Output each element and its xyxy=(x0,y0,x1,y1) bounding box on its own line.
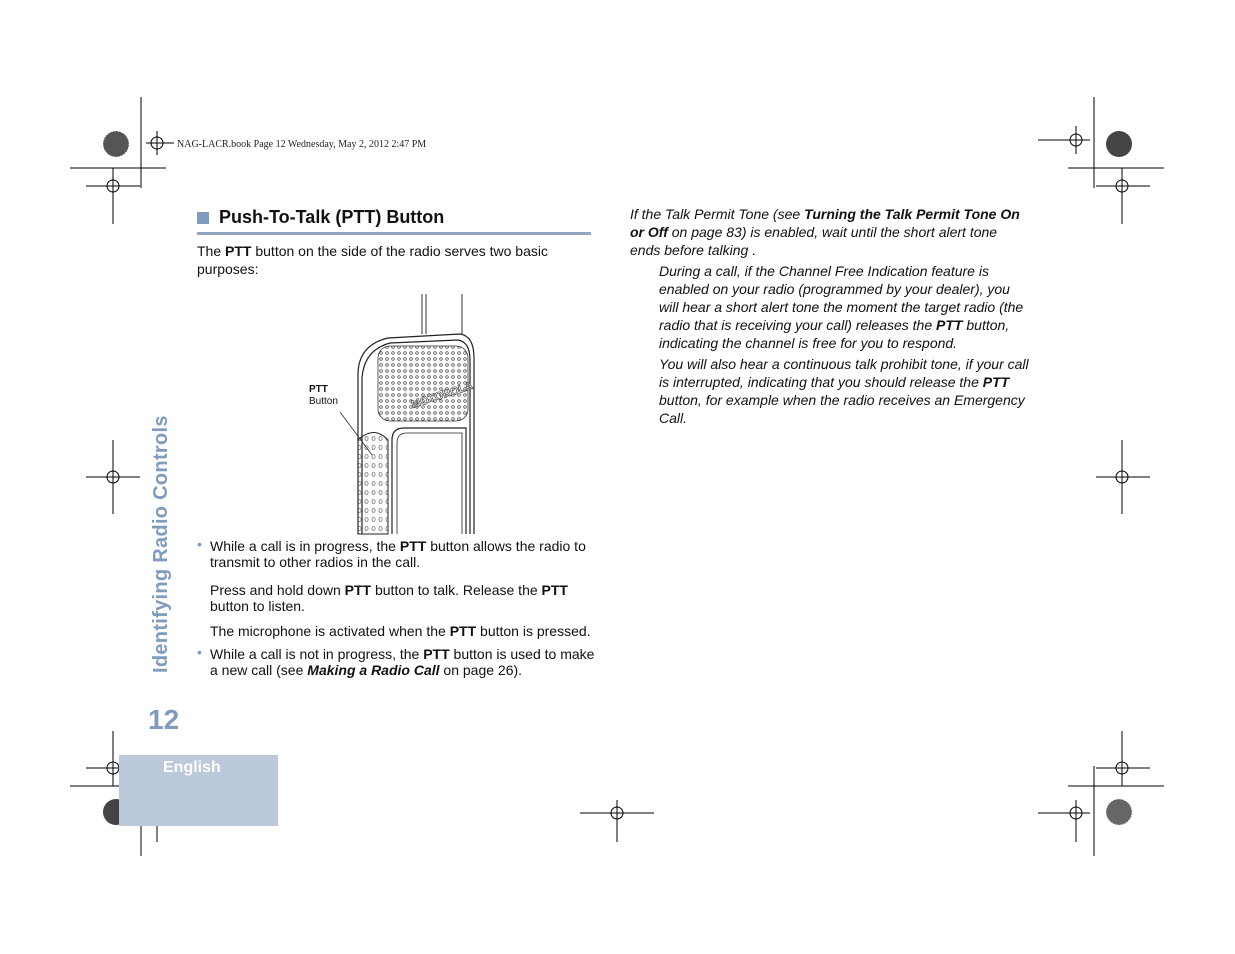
ptt-figure-label xyxy=(309,384,338,408)
sub2-pre: The microphone is activated when the xyxy=(210,623,450,639)
channel-bold: PTT xyxy=(936,317,963,333)
sub1-bold2: PTT xyxy=(541,582,568,598)
square-bullet-icon xyxy=(197,212,209,224)
bullet-1-sub-2 xyxy=(210,623,600,639)
sub1-post: button to listen. xyxy=(210,598,305,614)
channel-free-note xyxy=(659,262,1029,352)
prohibit-pre: You will also hear a continuous talk prohibit tone, if your call is interrupted, indicating that you should release the xyxy=(659,356,1029,390)
sub1-pre: Press and hold down xyxy=(210,582,345,598)
prohibit-bold: PTT xyxy=(982,374,1010,390)
channel-pre: During a call, if the Channel Free Indication feature is enabled on your radio (programmed by your dealer), you will hear a short alert tone the moment the target radio (the radio that is receiving your call) releases the xyxy=(659,263,1024,333)
prohibit-post: button, for example when the radio receives an Emergency Call. xyxy=(659,392,1025,426)
talk-permit-link[interactable]: Turning the Talk Permit Tone On or Off xyxy=(630,206,1020,240)
language-tab xyxy=(119,755,278,826)
bullet-2-bold: PTT xyxy=(423,646,450,662)
permit-post: on page 83) is enabled, wait until the short alert tone ends before talking . xyxy=(630,224,998,258)
bullet-1-bold: PTT xyxy=(399,538,427,554)
making-call-link[interactable]: Making a Radio Call xyxy=(307,662,440,678)
chapter-title: Identifying Radio Controls xyxy=(150,415,172,673)
sub1-mid: button to talk. Release the xyxy=(371,582,542,598)
permit-pre: If the Talk Permit Tone (see xyxy=(630,206,805,222)
logo-text: MOTOROLA xyxy=(410,379,475,412)
radio-illustration xyxy=(300,290,480,535)
bullet-dot: • xyxy=(197,536,202,552)
intro-post: button on the side of the radio serves two basic purposes: xyxy=(197,243,548,277)
channel-post: button, indicating the channel is free for you to respond. xyxy=(659,317,1010,351)
antenna xyxy=(422,294,462,334)
bullet-1-pre: While a call is in progress, the xyxy=(210,538,400,554)
bullet-2-end: on page 26). xyxy=(439,662,523,678)
talk-permit-note xyxy=(630,205,1030,259)
bullet-dot: • xyxy=(197,644,202,660)
bullet-2 xyxy=(210,646,595,678)
sub2-bold: PTT xyxy=(449,623,477,639)
page-number: 12 xyxy=(148,704,180,735)
intro-pre: The xyxy=(197,243,226,259)
ptt-label-text: Button xyxy=(309,396,338,407)
ptt-label-bold: PTT xyxy=(309,384,328,395)
bullet-2-pre: While a call is not in progress, the xyxy=(210,646,424,662)
section-title: Push-To-Talk (PTT) Button xyxy=(219,207,445,227)
section-heading xyxy=(197,207,591,235)
sub1-bold1: PTT xyxy=(344,582,372,598)
bullet-1 xyxy=(210,538,595,570)
bullet-2-post: button is used to make a new call (see xyxy=(210,646,595,678)
prohibit-note xyxy=(659,355,1029,427)
book-header: NAG-LACR.book Page 12 Wednesday, May 2, 2012 2:47 PM xyxy=(177,139,427,150)
intro-paragraph xyxy=(197,242,582,278)
bullet-1-sub-1 xyxy=(210,582,595,614)
sub2-post: button is pressed. xyxy=(476,623,591,639)
bullet-1-post: button allows the radio to transmit to other radios in the call. xyxy=(210,538,586,570)
intro-bold: PTT xyxy=(225,243,252,259)
language-label: English xyxy=(163,759,221,776)
